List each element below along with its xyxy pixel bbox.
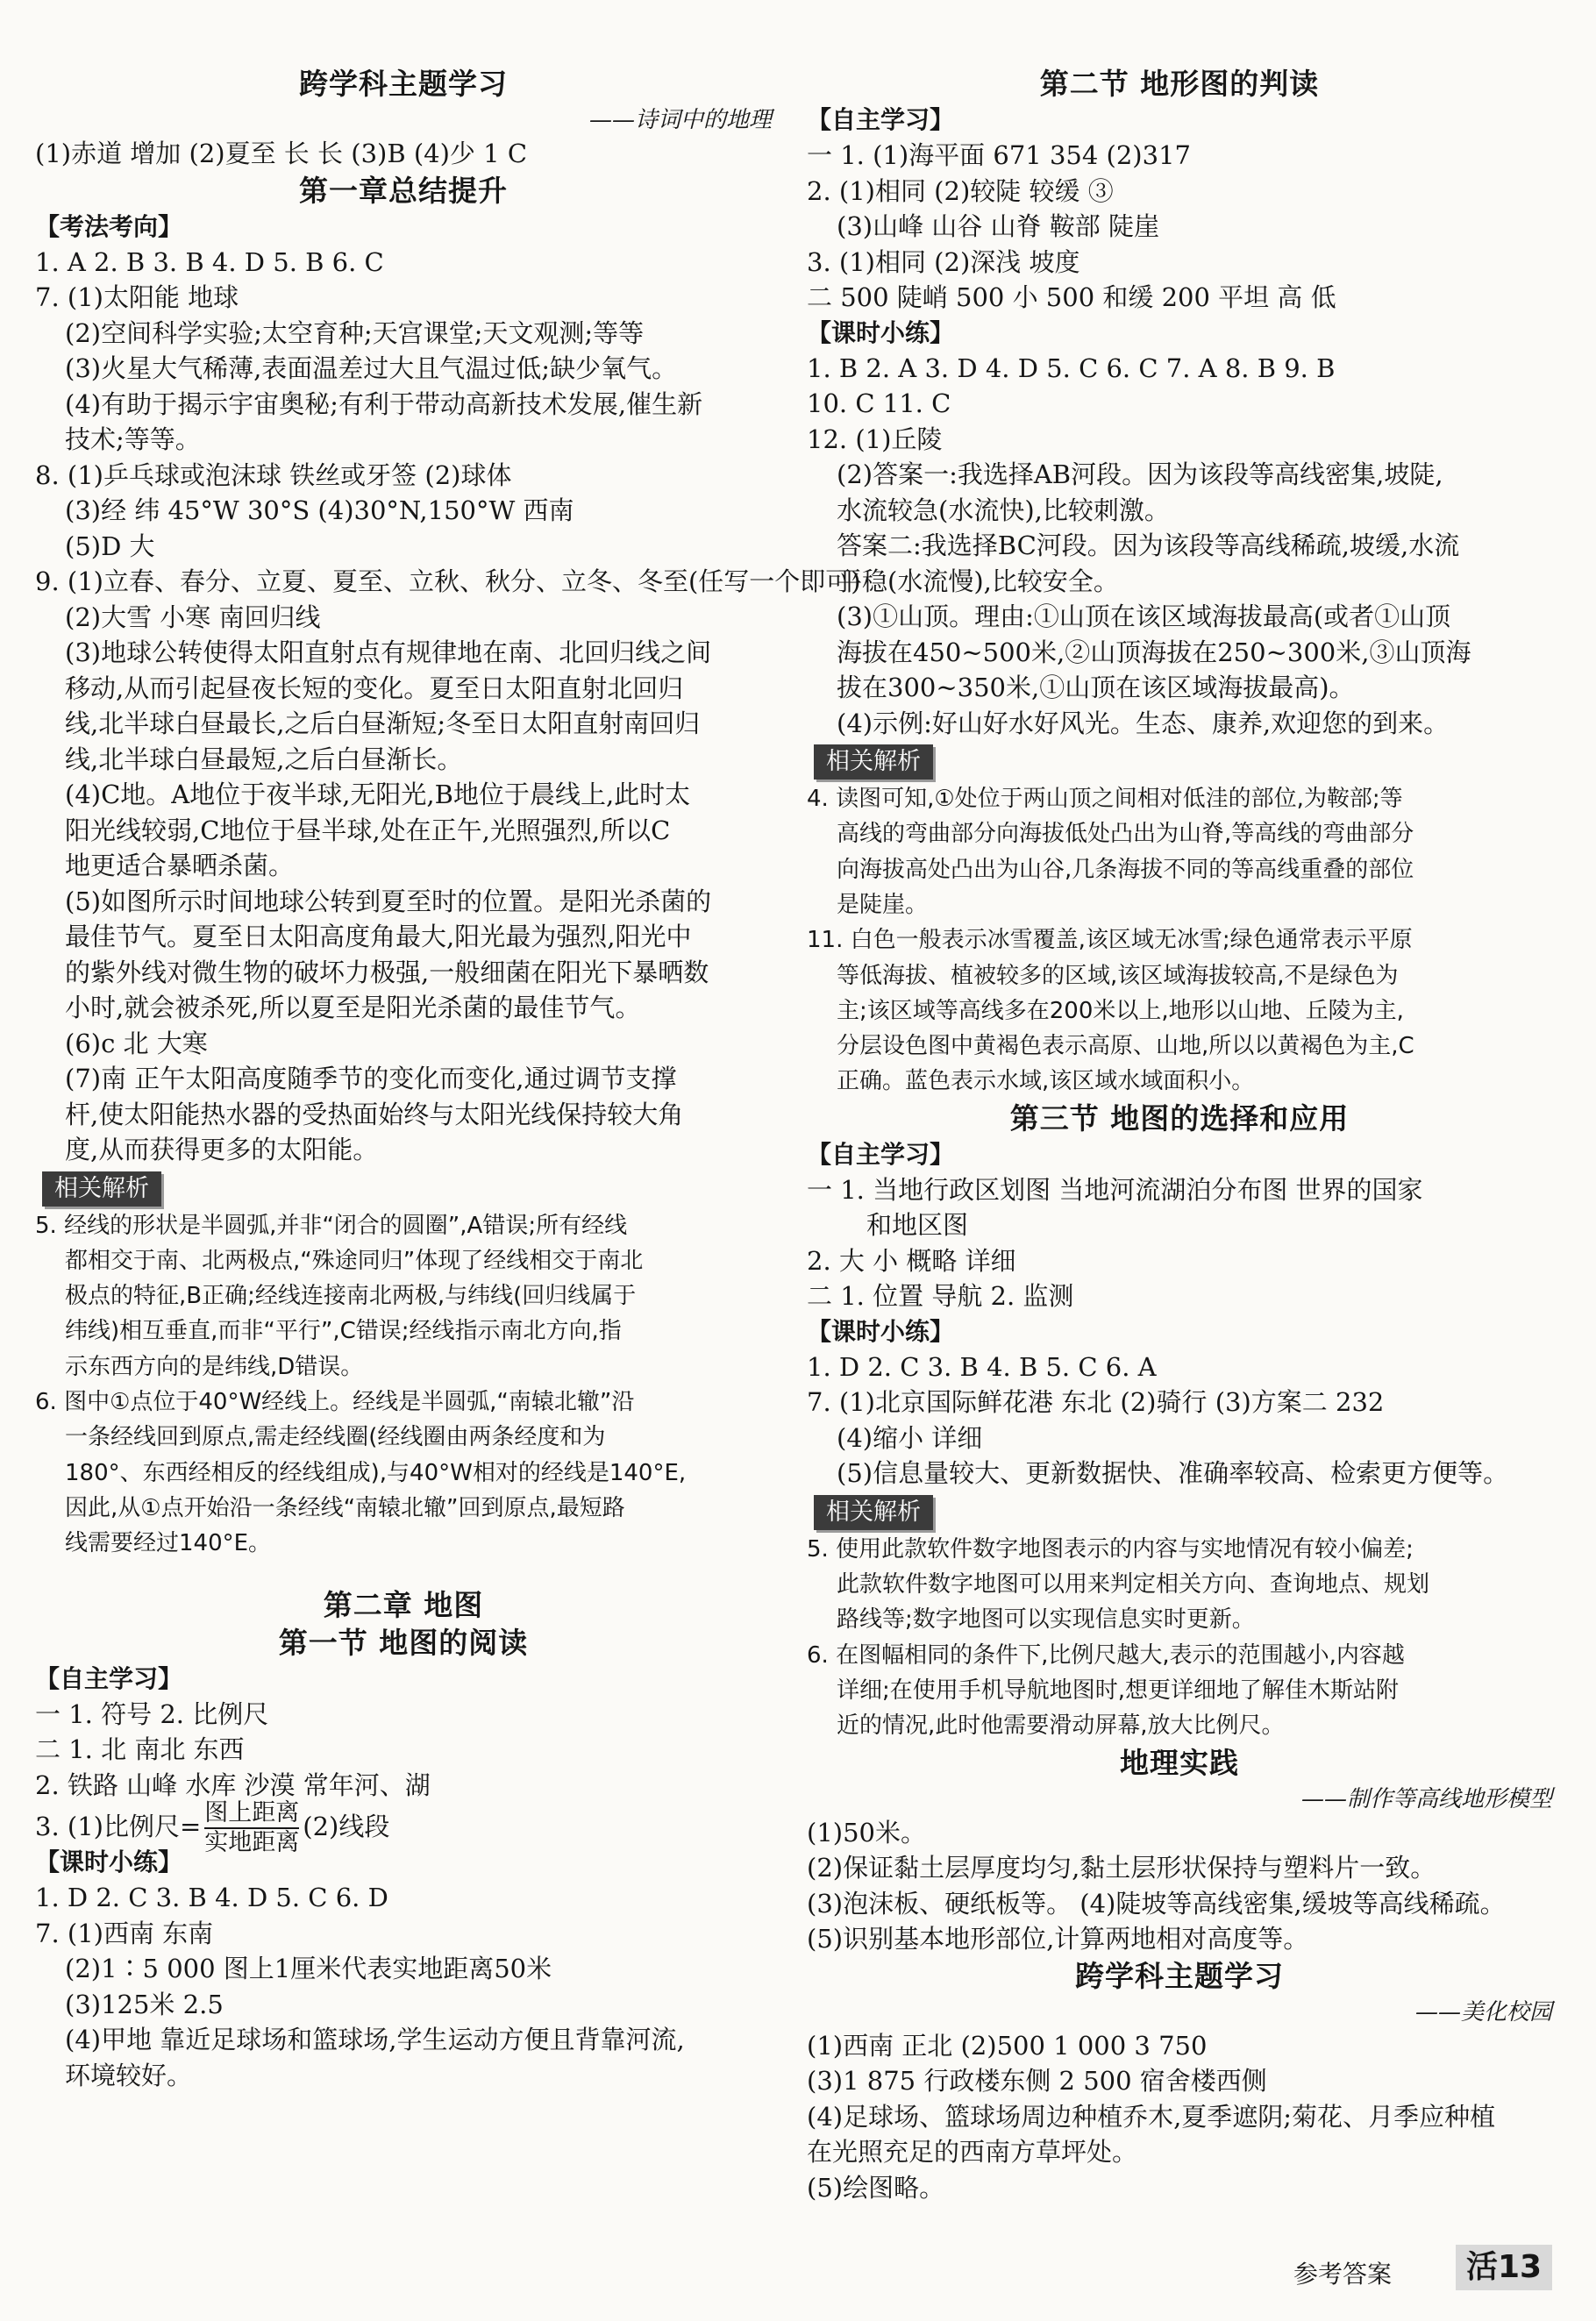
analysis-line: 极点的特征,B正确;经线连接南北两极,与纬线(回归线属于 [65,1283,637,1310]
analysis-line: 都相交于南、北两极点,“殊途同归”体现了经线相交于南北 [65,1247,644,1274]
analysis-line: 此款软件数字地图可以用来判定相关方向、查询地点、规划 [837,1571,1430,1598]
answer-line: 7. (1)太阳能 地球 [35,282,239,312]
section-tag: 【考法考向】 [35,211,183,241]
analysis-line: 5. 经线的形状是半圆弧,并非“闭合的圆圈”,A错误;所有经线 [35,1212,628,1239]
section-subtitle: ——制作等高线地形模型 [1300,1785,1552,1812]
section-subtitle: ——诗词中的地理 [588,107,772,133]
analysis-line: 分层设色图中黄褐色表示高原、山地,所以以黄褐色为主,C [837,1033,1414,1060]
answer-line: (6)c 北 大寒 [65,1028,208,1058]
answer-line: 答案二:我选择BC河段。因为该段等高线稀疏,坡缓,水流 [837,530,1460,560]
analysis-line: 等低海拔、植被较多的区域,该区域海拔较高,不是绿色为 [837,962,1399,989]
section-tag: 【自主学习】 [807,105,955,134]
section-title: 第一节 地图的阅读 [278,1625,529,1660]
analysis-line: 5. 使用此款软件数字地图表示的内容与实地情况有较小偏差; [807,1535,1414,1563]
answer-line: 的紫外线对微生物的破坏力极强,一般细菌在阳光下暴晒数 [65,957,709,987]
answer-line: (5)绘图略。 [807,2172,945,2203]
answer-line: (4)足球场、篮球场周边种植乔木,夏季遮阴;菊花、月季应种植 [807,2101,1496,2132]
answer-line: (3)火星大气稀薄,表面温差过大且气温过低;缺少氧气。 [65,353,678,383]
analysis-line: 示东西方向的是纬线,D错误。 [65,1353,364,1380]
analysis-line: 纬线)相互垂直,而非“平行”,C错误;经线指示南北方向,指 [65,1318,622,1345]
analysis-line: 高线的弯曲部分向海拔低处凸出为山脊,等高线的弯曲部分 [837,821,1414,848]
answer-line: (4)示例:好山好水好风光。生态、康养,欢迎您的到来。 [837,708,1450,738]
answer-line: 9. (1)立春、春分、立夏、夏至、立秋、秋分、立冬、冬至(任写一个即可) [35,566,861,596]
answer-line: (7)南 正午太阳高度随季节的变化而变化,通过调节支撑 [65,1064,677,1093]
answer-line: (1)赤道 增加 (2)夏至 长 长 (3)B (4)少 1 C [35,139,528,168]
analysis-line: 6. 在图幅相同的条件下,比例尺越大,表示的范围越小,内容越 [807,1641,1405,1669]
analysis-line: 路线等;数字地图可以实现信息实时更新。 [837,1606,1255,1634]
answer-line: 环境较好。 [65,2060,193,2090]
analysis-line: 4. 读图可知,①处位于两山顶之间相对低洼的部位,为鞍部;等 [807,786,1403,812]
answer-line: (3)泡沫板、硬纸板等。 (4)陡坡等高线密集,缓坡等高线稀疏。 [807,1888,1506,1919]
answer-line: (4)缩小 详细 [837,1422,983,1453]
answer-line: (3)①山顶。理由:①山顶在该区域海拔最高(或者①山顶 [837,602,1451,631]
answer-line: (3)1 875 行政楼东侧 2 500 宿舍楼西侧 [807,2066,1267,2096]
section-title: 第一章总结提升 [299,173,508,208]
answer-line: 地更适合暴晒杀菌。 [65,851,295,880]
section-title: 跨学科主题学习 [299,67,508,101]
answer-line: 水流较急(水流快),比较刺激。 [837,495,1170,525]
analysis-line: 因此,从①点开始沿一条经线“南辕北辙”回到原点,最短路 [65,1494,625,1521]
answer-line: 1. D 2. C 3. B 4. B 5. C 6. A [807,1351,1157,1382]
answer-line: (3)经 纬 45°W 30°S (4)30°N,150°W 西南 [65,495,574,525]
answer-line: (2)1∶5 000 图上1厘米代表实地距离50米 [65,1954,552,1983]
answer-line: (2)空间科学实验;太空育种;天宫课堂;天文观测;等等 [65,317,645,348]
analysis-line: 一条经线回到原点,需走经线圈(经线圈由两条经度和为 [65,1424,606,1451]
answer-line: 一 1. 符号 2. 比例尺 [35,1698,269,1729]
answer-line: 2. 铁路 山峰 水库 沙漠 常年河、湖 [35,1769,431,1800]
section-title: 地理实践 [1120,1745,1239,1780]
answer-line: (3)山峰 山谷 山脊 鞍部 陡崖 [837,211,1159,241]
section-title: 第三节 地图的选择和应用 [1009,1100,1350,1136]
answer-line: 一 1. 当地行政区划图 当地河流湖泊分布图 世界的国家 [807,1174,1423,1205]
answer-line: (5)信息量较大、更新数据快、准确率较高、检索更方便等。 [837,1458,1509,1489]
answer-line: 7. (1)西南 东南 [35,1918,214,1948]
scale-formula-line: 3. (1)比例尺= $\frac{\text{图上距离}}{\text{实地距离}}$ (2)线段 [35,1799,390,1856]
answer-line: (1)西南 正北 (2)500 1 000 3 750 [807,2030,1208,2061]
answer-line: (4)C地。A地位于夜半球,无阳光,B地位于晨线上,此时太 [65,780,691,809]
analysis-line: 6. 图中①点位于40°W经线上。经线是半圆弧,“南辕北辙”沿 [35,1389,635,1415]
answer-line: 阳光线较弱,C地位于昼半球,处在正午,光照强烈,所以C [65,815,671,845]
answer-line: 小时,就会被杀死,所以夏至是阳光杀菌的最佳节气。 [65,993,641,1022]
section-tag: 【课时小练】 [35,1848,183,1876]
section-title: 第二章 地图 [323,1587,484,1622]
footer-label: 参考答案 [1293,2260,1393,2289]
answer-line: (3)125米 2.5 [65,1989,224,2019]
answer-line: 杆,使太阳能热水器的受热面始终与太阳光线保持较大角 [65,1099,684,1129]
answer-line: (2)大雪 小寒 南回归线 [65,602,321,632]
answer-line: (5)D 大 [65,530,155,561]
answer-line: 和地区图 [866,1210,969,1241]
answer-line: 7. (1)北京国际鲜花港 东北 (2)骑行 (3)方案二 232 [807,1387,1385,1418]
answer-line: 拔在300~350米,①山顶在该区域海拔最高)。 [837,673,1355,702]
answer-line: (5)如图所示时间地球公转到夏至时的位置。是阳光杀菌的 [65,886,712,916]
answer-line: (2)答案一:我选择AB河段。因为该段等高线密集,坡陡, [837,459,1443,489]
section-tag: 【自主学习】 [807,1139,955,1169]
answer-line: 一 1. (1)海平面 671 354 (2)317 [807,140,1191,170]
answer-line: (4)有助于揭示宇宙奥秘;有利于带动高新技术发展,催生新 [65,388,703,419]
answer-line: 度,从而获得更多的太阳能。 [65,1135,379,1164]
answer-line: 二 1. 北 南北 东西 [35,1734,245,1764]
section-subtitle: ——美化校园 [1414,1998,1552,2026]
answer-line: 2. (1)相同 (2)较陡 较缓 ③ [807,175,1114,206]
answer-line: 1. D 2. C 3. B 4. D 5. C 6. D [35,1883,388,1912]
analysis-line: 向海拔高处凸出为山谷,几条海拔不同的等高线重叠的部位 [837,856,1414,883]
answer-line: 2. 大 小 概略 详细 [807,1245,1016,1276]
answer-line: 10. C 11. C [807,388,951,418]
answer-line: 12. (1)丘陵 [807,424,943,454]
answer-line: 二 1. 位置 导航 2. 监测 [807,1281,1074,1312]
answer-line: (2)保证黏土层厚度均匀,黏土层形状保持与塑料片一致。 [807,1853,1436,1883]
analysis-line: 主;该区域等高线多在200米以上,地形以山地、丘陵为主, [837,997,1404,1024]
answer-line: 最佳节气。夏至日太阳高度角最大,阳光最为强烈,阳光中 [65,922,692,951]
answer-line: (3)地球公转使得太阳直射点有规律地在南、北回归线之间 [65,637,712,667]
answer-line: (5)识别基本地形部位,计算两地相对高度等。 [807,1924,1309,1954]
section-tag: 【课时小练】 [807,1316,955,1346]
answer-line: (4)甲地 靠近足球场和篮球场,学生运动方便且背靠河流, [65,2025,685,2054]
answer-line: 在光照充足的西南方草坪处。 [807,2137,1138,2167]
analysis-line: 近的情况,此时他需要滑动屏幕,放大比例尺。 [837,1712,1285,1740]
section-title: 跨学科主题学习 [1075,1958,1284,1993]
answer-line: 二 500 陡峭 500 小 500 和缓 200 平坦 高 低 [807,282,1336,312]
analysis-line: 正确。蓝色表示水域,该区域水域面积小。 [837,1068,1255,1095]
analysis-line: 线需要经过140°E。 [65,1530,272,1557]
analysis-line: 11. 白色一般表示冰雪覆盖,该区域无冰雪;绿色通常表示平原 [807,927,1413,954]
answer-line: 线,北半球白昼最长,之后白昼渐短;冬至日太阳直射南回归 [65,708,701,738]
answer-line: (1)50米。 [807,1817,926,1848]
answer-line: 1. A 2. B 3. B 4. D 5. B 6. C [35,246,384,277]
answer-line: 移动,从而引起昼夜长短的变化。夏至日太阳直射北回归 [65,673,684,703]
section-tag: 【课时小练】 [807,317,955,347]
section-tag: 【自主学习】 [35,1663,183,1693]
analysis-line: 是陡崖。 [837,891,929,918]
answer-line: 海拔在450~500米,②山顶海拔在250~300米,③山顶海 [837,637,1471,667]
analysis-badge: 相关解析 [814,1495,933,1530]
answer-line: 线,北半球白昼最短,之后白昼渐长。 [65,744,463,774]
page-number: 活13 [1456,2245,1552,2290]
answer-line: 平稳(水流慢),比较安全。 [837,566,1119,596]
analysis-badge: 相关解析 [814,744,933,780]
analysis-badge: 相关解析 [42,1171,161,1207]
answer-line: 3. (1)相同 (2)深浅 坡度 [807,246,1080,277]
answer-line: 1. B 2. A 3. D 4. D 5. C 6. C 7. A 8. B 9. B [807,352,1336,383]
analysis-line: 180°、东西经相反的经线组成),与40°W相对的经线是140°E, [65,1459,687,1486]
answer-line: 技术;等等。 [65,424,201,454]
answer-line: 8. (1)乒乓球或泡沫球 铁丝或牙签 (2)球体 [35,459,512,490]
section-title: 第二节 地形图的判读 [1039,67,1320,101]
analysis-line: 详细;在使用手机导航地图时,想更详细地了解佳木斯站附 [837,1677,1400,1704]
